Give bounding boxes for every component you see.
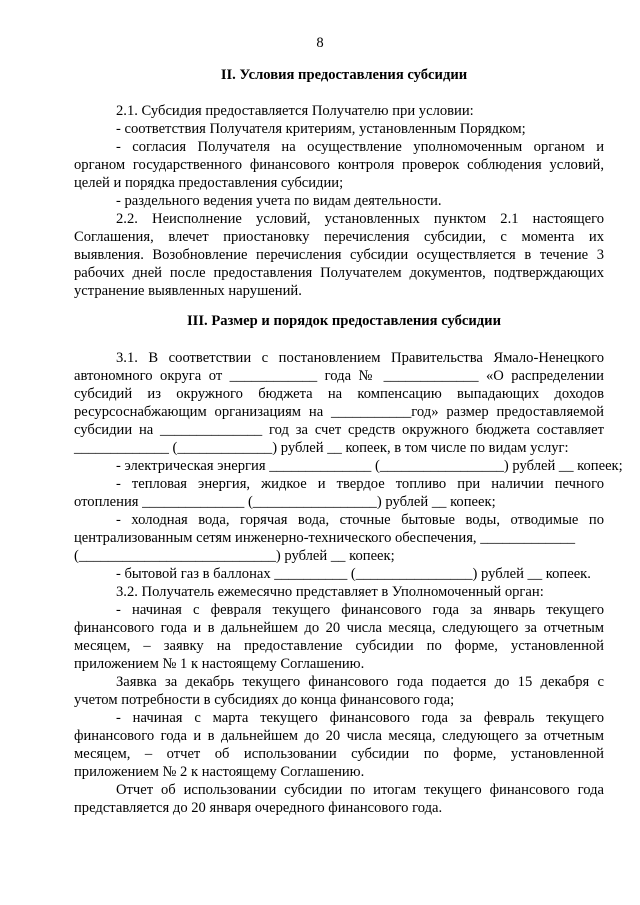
paragraph-line: _____________ (_____________) рублей __ копеек, в том числе по видам услуг: (74, 440, 569, 456)
paragraph-line: субсидии на ______________ год за счет средств окружного бюджета составляет (74, 422, 604, 438)
paragraph-line: учетом потребности в субсидиях до конца финансового года; (74, 692, 455, 708)
paragraph-line: Отчет об использовании субсидии по итогам текущего финансового года (116, 782, 604, 798)
paragraph-line: - холодная вода, горячая вода, сточные бытовые воды, отводимые по (116, 512, 604, 528)
paragraph-line: представляется до 20 января очередного финансового года. (74, 800, 443, 816)
paragraph-line: 3.1. В соответствии с постановлением Правительства Ямало-Ненецкого (116, 350, 604, 366)
paragraph-line: приложением № 2 к настоящему Соглашению. (74, 764, 365, 780)
paragraph-line: 2.2. Неисполнение условий, установленных пунктом 2.1 настоящего (116, 211, 604, 227)
paragraph-line: ресурсоснабжающим организациям на ___________год» размер предоставляемой (74, 404, 604, 420)
paragraph-line: автономного округа от ____________ года № _____________ «О распределении (74, 368, 604, 384)
paragraph-line: 2.1. Субсидия предоставляется Получателю при условии: (116, 103, 474, 119)
paragraph-line: отопления ______________ (_________________) рублей __ копеек; (74, 494, 496, 510)
paragraph-line: - согласия Получателя на осуществление уполномоченным органом и (116, 139, 604, 155)
paragraph-line: Соглашения, влечет приостановку перечисления субсидии, с момента их (74, 229, 604, 245)
paragraph-line: (___________________________) рублей __ копеек; (74, 548, 395, 564)
paragraph-line: - тепловая энергия, жидкое и твердое топливо при наличии печного (116, 476, 604, 492)
paragraph-line: - бытовой газ в баллонах __________ (________________) рублей __ копеек. (116, 566, 591, 582)
paragraph-line: - соответствия Получателя критериям, установленным Порядком; (116, 121, 526, 137)
page-number: 8 (316, 35, 324, 51)
section-3-title: III. Размер и порядок предоставления субсидии (187, 313, 501, 329)
paragraph-line: финансового года и в дальнейшем до 20 числа месяца, следующего за отчетным (74, 728, 604, 744)
paragraph-line: централизованным сетям инженерно-технического обеспечения, _____________ (74, 530, 576, 546)
paragraph-line: рабочих дней после предоставления Получателем документов, подтверждающих (74, 265, 604, 281)
paragraph-line: Заявка за декабрь текущего финансового года подается до 15 декабря с (116, 674, 604, 690)
paragraph-line: приложением № 1 к настоящему Соглашению. (74, 656, 365, 672)
paragraph-line: целей и порядка предоставления субсидии; (74, 175, 344, 191)
paragraph-line: - раздельного ведения учета по видам деятельности. (116, 193, 442, 209)
paragraph-line: - электрическая энергия ______________ (_________________) рублей __ копеек; (116, 458, 623, 474)
paragraph-line: месяцем, – отчет об использовании субсидии по форме, установленной (74, 746, 604, 762)
paragraph-line: устранение выявленных нарушений. (74, 283, 302, 299)
paragraph-line: выявления. Возобновление перечисления субсидии осуществляется в течение 3 (74, 247, 604, 263)
section-2-title: II. Условия предоставления субсидии (220, 67, 468, 83)
paragraph-line: органом государственного финансового контроля проверок соблюдения условий, (74, 157, 604, 173)
paragraph-line: 3.2. Получатель ежемесячно представляет в Уполномоченный орган: (116, 584, 544, 600)
paragraph-line: - начиная с марта текущего финансового года за февраль текущего (116, 710, 604, 726)
paragraph-line: субсидий из окружного бюджета на компенсацию выпадающих доходов (74, 386, 604, 402)
paragraph-line: финансового года и в дальнейшем до 20 числа месяца, следующего за отчетным (74, 620, 604, 636)
paragraph-line: - начиная с февраля текущего финансового года за январь текущего (116, 602, 604, 618)
paragraph-line: месяцем, – заявку на предоставление субсидии по форме, установленной (74, 638, 604, 654)
